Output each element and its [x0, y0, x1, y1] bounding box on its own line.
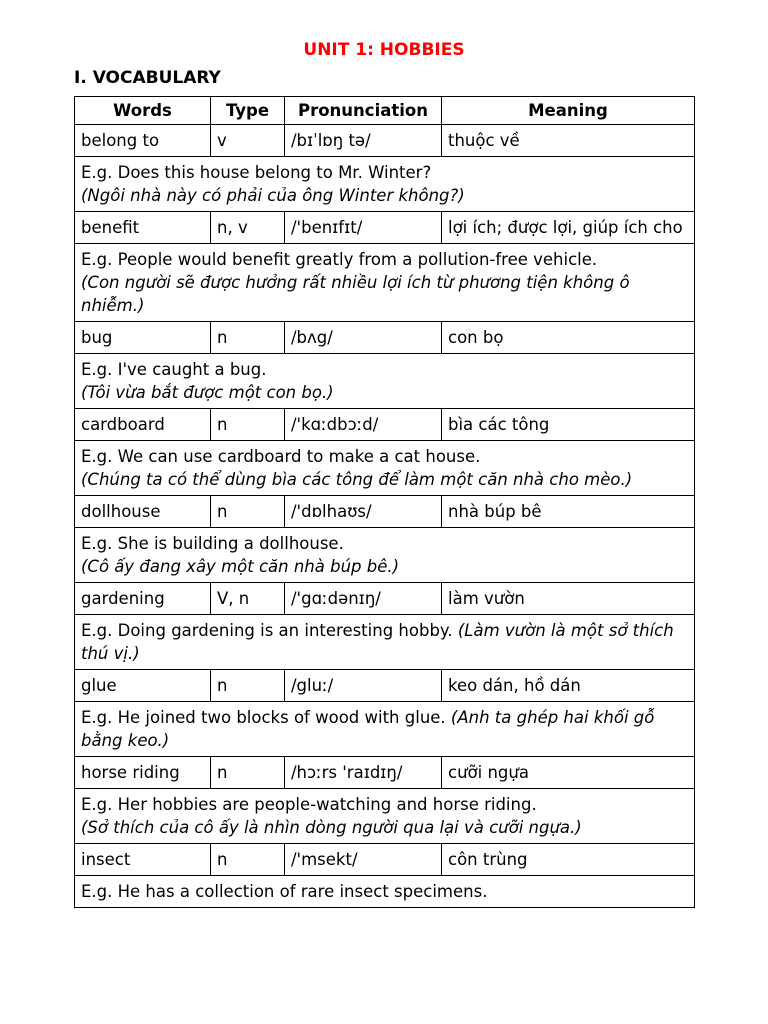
header-words: Words — [75, 97, 211, 125]
example-cell — [75, 789, 695, 844]
example-translation: (Tôi vừa bắt được một con bọ.) — [81, 383, 334, 402]
word-cell: dollhouse — [75, 496, 211, 528]
example-row — [75, 702, 695, 757]
example-sentence: E.g. Does this house belong to Mr. Winter? — [81, 163, 432, 182]
example-translation: (Làm vườn là một sở thích thú vị.) — [81, 621, 674, 663]
type-cell: n — [211, 844, 285, 876]
example-row — [75, 157, 695, 212]
example-sentence: E.g. I've caught a bug. — [81, 360, 267, 379]
example-row — [75, 615, 695, 670]
example-cell — [75, 354, 695, 409]
example-sentence: E.g. He has a collection of rare insect specimens. — [81, 882, 488, 901]
pronunciation-cell: /'kɑːdbɔːd/ — [285, 409, 442, 441]
meaning-cell: bìa các tông — [442, 409, 695, 441]
example-cell — [75, 157, 695, 212]
example-cell — [75, 244, 695, 322]
example-row — [75, 528, 695, 583]
example-cell — [75, 615, 695, 670]
example-cell — [75, 441, 695, 496]
example-translation: (Cô ấy đang xây một căn nhà búp bê.) — [81, 557, 400, 576]
example-sentence: E.g. Doing gardening is an interesting hobby. — [81, 621, 453, 640]
table-row — [75, 322, 695, 354]
header-meaning: Meaning — [442, 97, 695, 125]
table-row — [75, 844, 695, 876]
type-cell: V, n — [211, 583, 285, 615]
table-row — [75, 125, 695, 157]
word-cell: cardboard — [75, 409, 211, 441]
word-cell: horse riding — [75, 757, 211, 789]
meaning-cell: lợi ích; được lợi, giúp ích cho — [442, 212, 695, 244]
meaning-cell: con bọ — [442, 322, 695, 354]
pronunciation-cell: /'dɒlhaʊs/ — [285, 496, 442, 528]
pronunciation-cell: /'msekt/ — [285, 844, 442, 876]
meaning-cell: làm vườn — [442, 583, 695, 615]
word-cell: insect — [75, 844, 211, 876]
word-cell: belong to — [75, 125, 211, 157]
header-pronunciation: Pronunciation — [285, 97, 442, 125]
word-cell: gardening — [75, 583, 211, 615]
type-cell: n — [211, 409, 285, 441]
example-translation: (Chúng ta có thể dùng bìa các tông để làm một căn nhà cho mèo.) — [81, 470, 633, 489]
pronunciation-cell: /hɔːrs 'raɪdɪŋ/ — [285, 757, 442, 789]
word-cell: benefit — [75, 212, 211, 244]
example-cell — [75, 876, 695, 908]
example-sentence: E.g. She is building a dollhouse. — [81, 534, 344, 553]
type-cell: n — [211, 322, 285, 354]
header-type: Type — [211, 97, 285, 125]
meaning-cell: cưỡi ngựa — [442, 757, 695, 789]
example-row — [75, 876, 695, 908]
meaning-cell: côn trùng — [442, 844, 695, 876]
table-row — [75, 212, 695, 244]
example-sentence: E.g. Her hobbies are people-watching and horse riding. — [81, 795, 537, 814]
pronunciation-cell: /'benɪfɪt/ — [285, 212, 442, 244]
example-cell — [75, 528, 695, 583]
table-row — [75, 496, 695, 528]
table-row — [75, 583, 695, 615]
vocabulary-table — [74, 96, 695, 908]
example-cell — [75, 702, 695, 757]
example-sentence: E.g. He joined two blocks of wood with glue. — [81, 708, 446, 727]
type-cell: n — [211, 670, 285, 702]
example-row — [75, 354, 695, 409]
vocabulary-body — [75, 125, 695, 908]
section-heading: I. VOCABULARY — [74, 68, 221, 88]
pronunciation-cell: /bʌg/ — [285, 322, 442, 354]
pronunciation-cell: /bɪˈlɒŋ tə/ — [285, 125, 442, 157]
example-translation: (Ngôi nhà này có phải của ông Winter không?) — [81, 186, 465, 205]
table-row — [75, 670, 695, 702]
page-title: UNIT 1: HOBBIES — [303, 40, 465, 60]
pronunciation-cell: /gluː/ — [285, 670, 442, 702]
type-cell: n — [211, 496, 285, 528]
example-row — [75, 441, 695, 496]
example-sentence: E.g. People would benefit greatly from a pollution-free vehicle. — [81, 250, 598, 269]
table-row — [75, 409, 695, 441]
example-translation: (Sở thích của cô ấy là nhìn dòng người qua lại và cưỡi ngựa.) — [81, 818, 582, 837]
meaning-cell: nhà búp bê — [442, 496, 695, 528]
example-translation: (Con người sẽ được hưởng rất nhiều lợi ích từ phương tiện không ô nhiễm.) — [81, 273, 630, 315]
pronunciation-cell: /'gɑːdənɪŋ/ — [285, 583, 442, 615]
example-translation: (Anh ta ghép hai khối gỗ bằng keo.) — [81, 708, 655, 750]
example-row — [75, 244, 695, 322]
type-cell: v — [211, 125, 285, 157]
example-sentence: E.g. We can use cardboard to make a cat house. — [81, 447, 481, 466]
table-header-row — [75, 97, 695, 125]
word-cell: bug — [75, 322, 211, 354]
meaning-cell: keo dán, hồ dán — [442, 670, 695, 702]
type-cell: n, v — [211, 212, 285, 244]
word-cell: glue — [75, 670, 211, 702]
example-row — [75, 789, 695, 844]
type-cell: n — [211, 757, 285, 789]
meaning-cell: thuộc về — [442, 125, 695, 157]
table-row — [75, 757, 695, 789]
